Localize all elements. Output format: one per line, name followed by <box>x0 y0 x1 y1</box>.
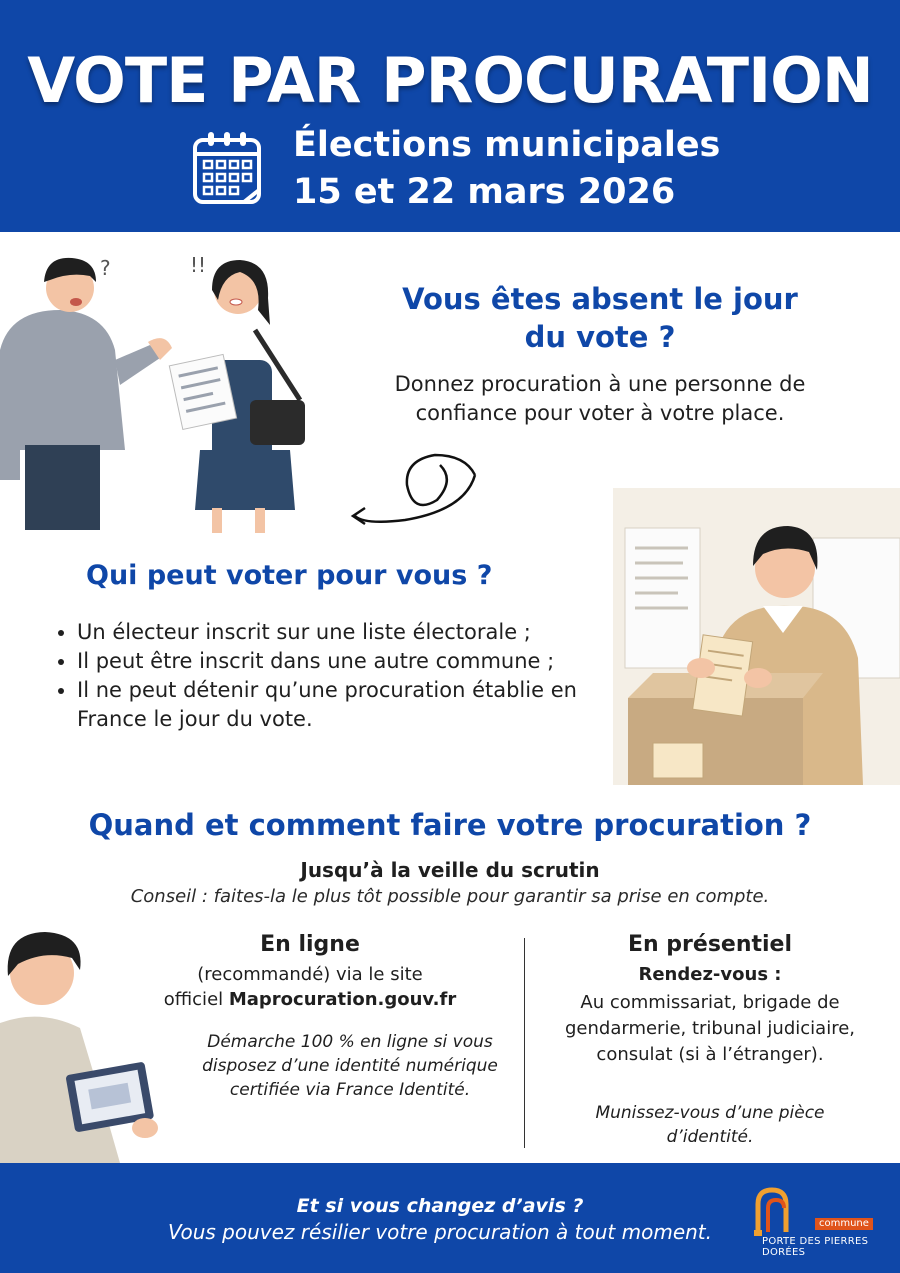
footer-question: Et si vous changez d’avis ? <box>296 1195 584 1217</box>
online-note: Démarche 100 % en ligne si vous disposez d’une identité numérique certifiée via France Identité. <box>202 1032 498 1100</box>
page-title: VOTE PAR PROCURATION <box>27 44 873 117</box>
site-link[interactable]: Maprocuration.gouv.fr <box>228 989 457 1010</box>
logo-name: PORTE DES PIERRES DORÉES <box>762 1236 869 1258</box>
curved-arrow-icon <box>345 450 485 535</box>
ballot-box-illustration <box>613 488 900 785</box>
in-person-subtitle: Rendez-vous : <box>638 964 782 985</box>
election-dates: 15 et 22 mars 2026 <box>293 172 676 212</box>
in-person-text: Au commissariat, brigade de gendarmerie, tribunal judiciaire, consulat (si à l’étranger). <box>565 992 855 1065</box>
footer-text: Vous pouvez résilier votre procuration à tout moment. <box>167 1220 713 1244</box>
deadline-text: Jusqu’à la veille du scrutin <box>300 858 600 882</box>
when-question: Quand et comment faire votre procuration ? <box>88 808 812 842</box>
who-question: Qui peut voter pour vous ? <box>86 560 493 591</box>
svg-text:!!: !! <box>190 253 207 277</box>
election-subtitle: Élections municipales <box>293 125 721 165</box>
column-divider <box>524 938 525 1148</box>
list-item: • Il peut être inscrit dans une autre commune ; <box>77 647 637 676</box>
calendar-icon <box>192 130 262 206</box>
svg-text:?: ? <box>100 256 111 280</box>
absent-question: Vous êtes absent le jour du vote ? <box>402 282 798 354</box>
advice-text: Conseil : faites-la le plus tôt possible pour garantir sa prise en compte. <box>130 886 770 907</box>
online-title: En ligne <box>260 932 360 957</box>
online-text: (recommandé) via le site officiel Maprocuration.gouv.fr <box>163 964 457 1010</box>
logo-badge: commune <box>815 1218 873 1230</box>
absent-text: Donnez procuration à une personne de confiance pour voter à votre place. <box>394 372 806 425</box>
in-person-title: En présentiel <box>627 932 793 957</box>
who-list <box>50 618 637 734</box>
in-person-note: Munissez-vous d’une pièce d’identité. <box>595 1103 825 1147</box>
list-item: • Il ne peut détenir qu’une procuration établie en France le jour du vote. <box>77 676 637 734</box>
list-item: • Un électeur inscrit sur une liste électorale ; <box>77 618 637 647</box>
conversation-illustration <box>0 250 330 535</box>
